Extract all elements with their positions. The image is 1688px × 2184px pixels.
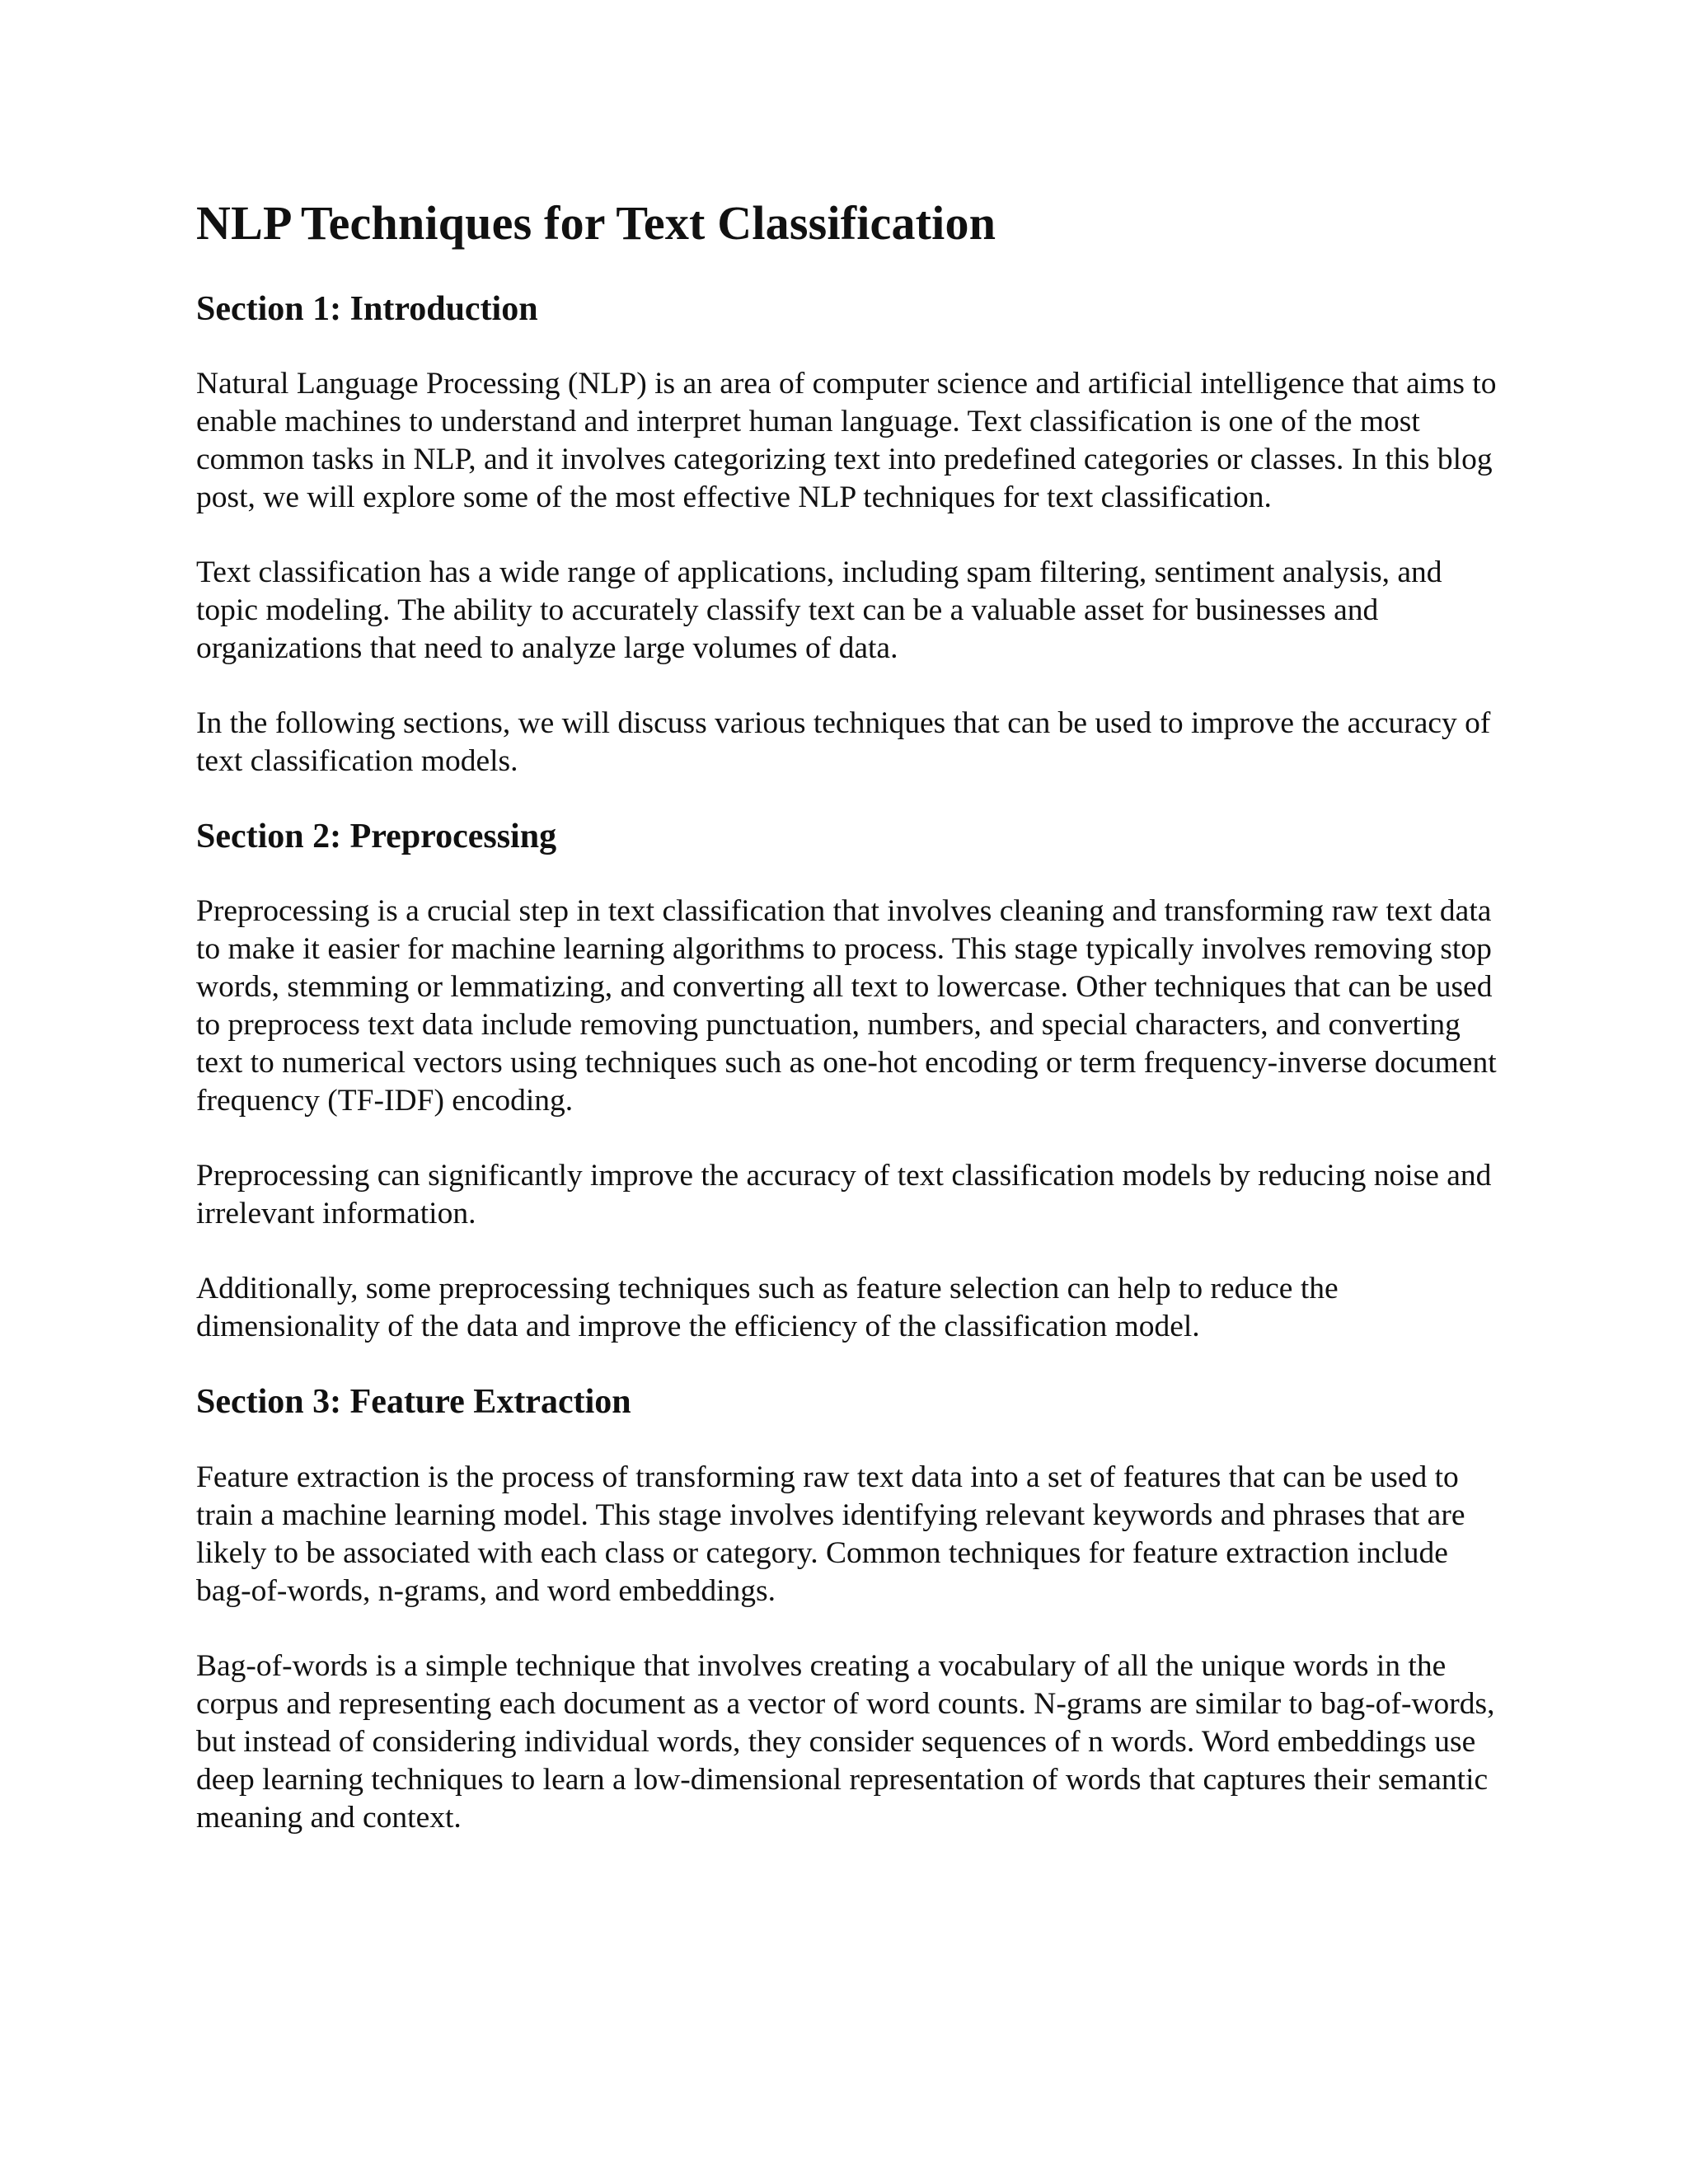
section-3-paragraph-1: Feature extraction is the process of transforming raw text data into a set of features that can be used to train a machine learning model. This stage involves identifying relevant keywords and phrases that are likely to be associated with each class or category. Common techniques for feature extraction include bag-of-words, n-grams, and word embeddings. xyxy=(196,1460,1465,1608)
section-1-heading: Section 1: Introduction xyxy=(196,289,538,328)
section-2-paragraph-2: Preprocessing can significantly improve the accuracy of text classification models by reducing noise and irrelevant information. xyxy=(196,1159,1492,1231)
section-1-paragraph-3: In the following sections, we will discuss various techniques that can be used to improve the accuracy of text classification models. xyxy=(196,705,1491,778)
section-1-paragraph-2: Text classification has a wide range of applications, including spam filtering, sentiment analysis, and topic modeling. The ability to accurately classify text can be a valuable asset for businesses and organizations that need to analyze large volumes of data. xyxy=(196,555,1442,665)
section-1-paragraph-1: Natural Language Processing (NLP) is an area of computer science and artificial intelligence that aims to enable machines to understand and interpret human language. Text classification is one of the most common tasks in NLP, and it involves categorizing text into predefined categories or classes. In this blog post, we will explore some of the most effective NLP techniques for text classification. xyxy=(196,366,1497,514)
section-2-paragraph-3: Additionally, some preprocessing techniques such as feature selection can help to reduce the dimensionality of the data and improve the efficiency of the classification model. xyxy=(196,1272,1339,1344)
document-title: NLP Techniques for Text Classification xyxy=(196,196,996,250)
document-page xyxy=(196,194,1498,1837)
section-2-heading: Section 2: Preprocessing xyxy=(196,817,557,855)
section-3-paragraph-2: Bag-of-words is a simple technique that involves creating a vocabulary of all the unique words in the corpus and representing each document as a vector of word counts. N-grams are similar to bag-of-words, but instead of considering individual words, they consider sequences of n words. Word embeddings use deep learning techniques to learn a low-dimensional representation of words that captures their semantic meaning and context. xyxy=(196,1648,1495,1835)
section-3-heading: Section 3: Feature Extraction xyxy=(196,1383,631,1422)
section-2-paragraph-1: Preprocessing is a crucial step in text classification that involves cleaning and transforming raw text data to make it easier for machine learning algorithms to process. This stage typically involves removing stop words, stemming or lemmatizing, and converting all text to lowercase. Other techniques that can be used to preprocess text data include removing punctuation, numbers, and special characters, and converting text to numerical vectors using techniques such as one-hot encoding or term frequency-inverse document frequency (TF-IDF) encoding. xyxy=(196,894,1497,1118)
